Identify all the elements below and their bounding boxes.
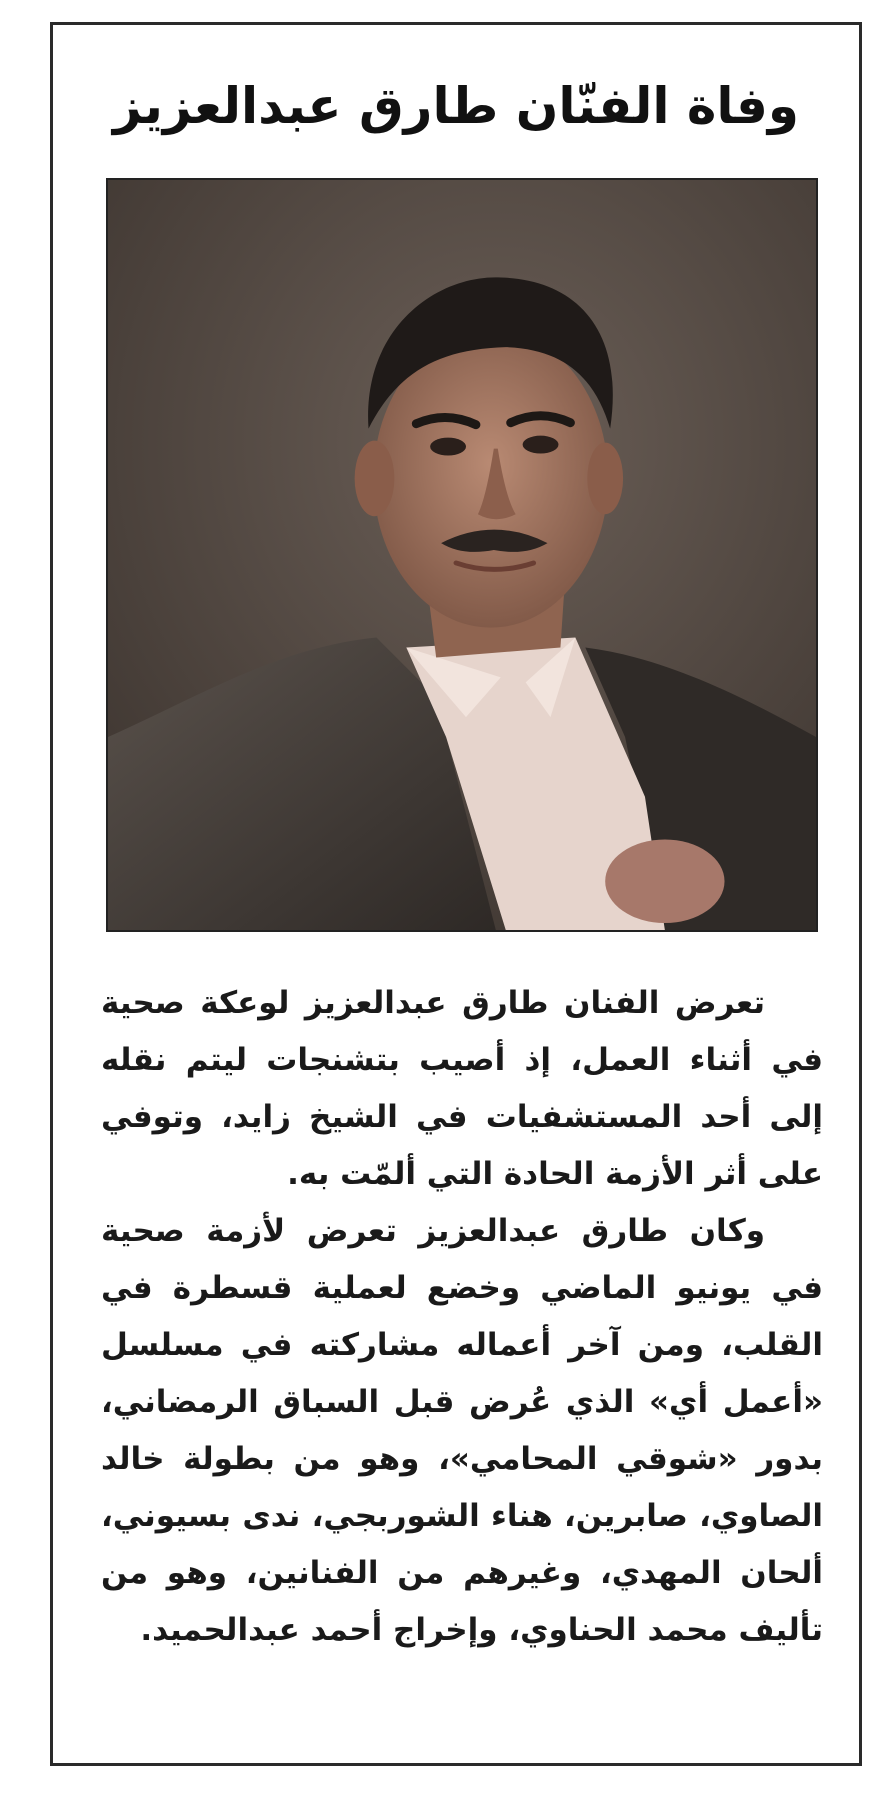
article-body	[101, 975, 823, 1659]
article-headline: وفاة الفنّان طارق عبدالعزيز	[112, 77, 799, 135]
portrait-photo	[106, 178, 818, 932]
article-frame	[50, 22, 862, 1766]
article-paragraph-2: وكان طارق عبدالعزيز تعرض لأزمة صحية في يونيو الماضي وخضع لعملية قسطرة في القلب، ومن آخر أعماله مشاركته في مسلسل «أعمل أي» الذي عُرض قبل السباق الرمضاني، بدور «شوقي المحامي»، وهو من بطولة خالد الصاوي، صابرين، هناء الشوربجي، ندى بسيوني، ألحان المهدي، وغيرهم من الفنانين، وهو من تأليف محمد الحناوي، وإخراج أحمد عبدالحميد.	[101, 1213, 823, 1648]
article-paragraph-1: تعرض الفنان طارق عبدالعزيز لوعكة صحية في أثناء العمل، إذ أصيب بتشنجات ليتم نقله إلى أحد المستشفيات في الشيخ زايد، وتوفي على أثر الأزمة الحادة التي ألمّت به.	[101, 985, 823, 1192]
portrait-illustration	[108, 180, 816, 930]
